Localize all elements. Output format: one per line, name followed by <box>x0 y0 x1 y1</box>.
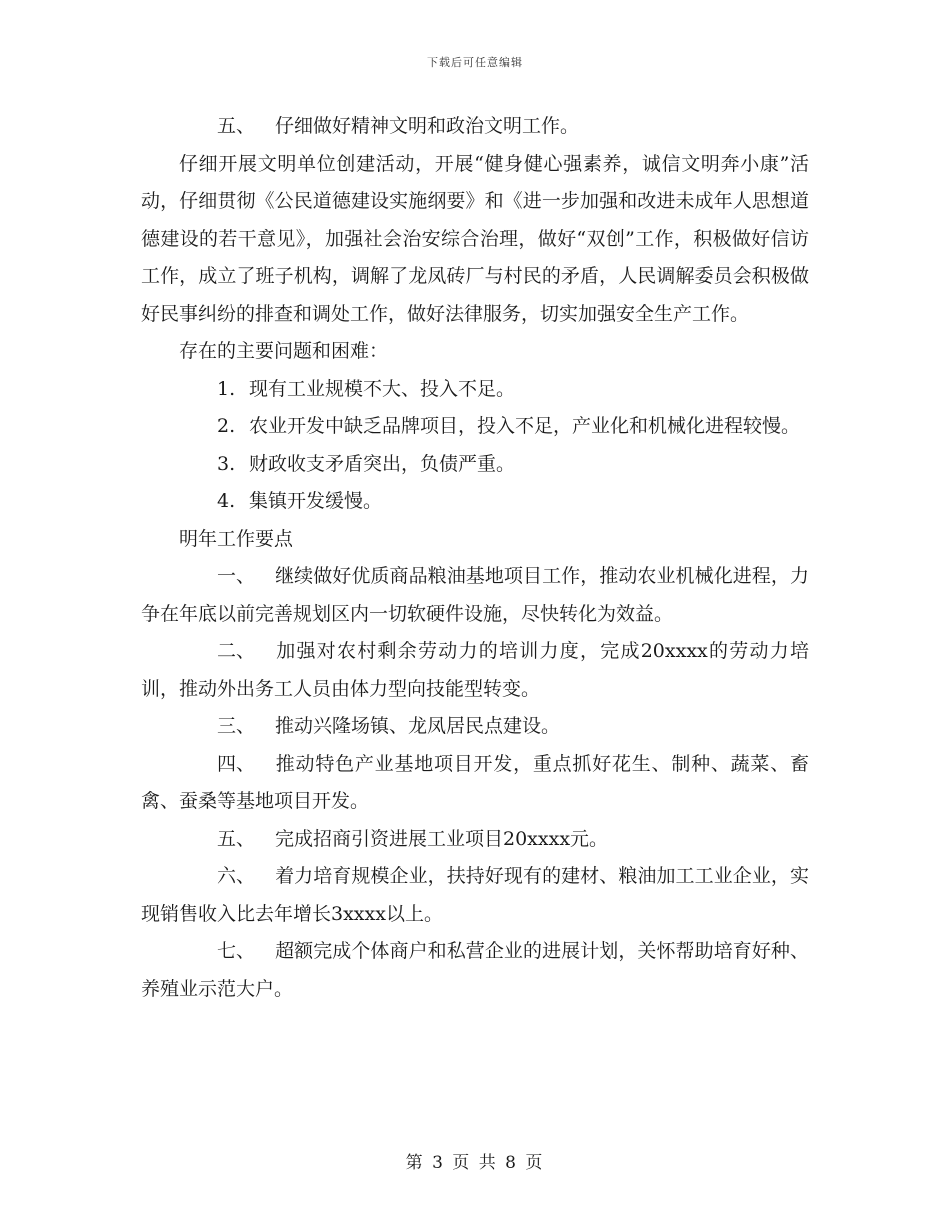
paragraph <box>141 558 809 633</box>
paragraph <box>141 708 809 746</box>
paragraph-text: 仔细开展文明单位创建活动，开展“健身健心强素养，诚信文明奔小康”活动，仔细贯彻《公民道德建设实施纲要》和《进一步加强和改进未成年人思想道德建设的若干意见》，加强社会治安综合治理，做好“双创”工作，积极做好信访工作，成立了班子机构，调解了龙凤砖厂与村民的矛盾，人民调解委员会积极做好民事纠纷的排查和调处工作，做好法律服务，切实加强安全生产工作。 <box>141 152 809 325</box>
paragraph-text: 着力培育规模企业，扶持好现有的建材、粮油加工工业企业，实现销售收入比去年增长3xxxx以上。 <box>141 865 809 925</box>
paragraph-text: 农业开发中缺乏品牌项目，投入不足，产业化和机械化进程较慢。 <box>249 415 801 437</box>
page-footer-number: 第 3 页 共 8 页 <box>405 1153 545 1173</box>
paragraph-text: 存在的主要问题和困难： <box>179 340 389 362</box>
paragraph-text: 仔细做好精神文明和政治文明工作。 <box>275 115 580 137</box>
item-number: 二、 <box>217 640 256 662</box>
paragraph <box>141 633 809 708</box>
item-number: 七、 <box>217 940 256 962</box>
paragraph-text: 推动特色产业基地项目开发，重点抓好花生、制种、蔬菜、畜禽、蚕桑等基地项目开发。 <box>141 752 809 812</box>
paragraph <box>141 746 809 821</box>
item-number: 一、 <box>217 565 256 587</box>
item-number: 4. <box>217 490 236 512</box>
item-number: 2. <box>217 415 236 437</box>
paragraph-text: 现有工业规模不大、投入不足。 <box>249 377 516 400</box>
paragraph <box>141 446 809 484</box>
paragraph-text: 继续做好优质商品粮油基地项目工作，推动农业机械化进程，力争在年底以前完善规划区内一切软硬件设施，尽快转化为效益。 <box>141 565 809 625</box>
paragraph <box>141 408 809 446</box>
item-number: 三、 <box>217 715 256 737</box>
paragraph <box>141 108 809 146</box>
item-number: 五、 <box>217 115 256 137</box>
paragraph <box>141 521 809 559</box>
paragraph-text: 集镇开发缓慢。 <box>249 490 383 512</box>
item-number: 3. <box>217 452 236 475</box>
paragraph <box>141 333 809 371</box>
item-number: 1. <box>217 377 236 400</box>
paragraph-text: 加强对农村剩余劳动力的培训力度，完成20xxxx的劳动力培训，推动外出务工人员由体力型向技能型转变。 <box>141 640 809 700</box>
paragraph-text: 超额完成个体商户和私营企业的进展计划，关怀帮助培育好种、养殖业示范大户。 <box>141 940 809 1000</box>
item-number: 四、 <box>217 752 256 775</box>
paragraph <box>141 371 809 409</box>
item-number: 六、 <box>217 865 256 887</box>
paragraph <box>141 146 809 334</box>
paragraph-text: 推动兴隆场镇、龙凤居民点建设。 <box>275 715 561 737</box>
page-header-note: 下载后可任意编辑 <box>427 56 523 69</box>
paragraph <box>141 483 809 521</box>
paragraph <box>141 858 809 933</box>
document-body <box>141 108 809 1008</box>
paragraph-text: 财政收支矛盾突出，负债严重。 <box>249 452 516 475</box>
paragraph-text: 明年工作要点 <box>179 527 294 550</box>
paragraph <box>141 821 809 859</box>
paragraph-text: 完成招商引资进展工业项目20xxxx元。 <box>275 827 609 850</box>
item-number: 五、 <box>217 827 256 850</box>
paragraph <box>141 933 809 1008</box>
